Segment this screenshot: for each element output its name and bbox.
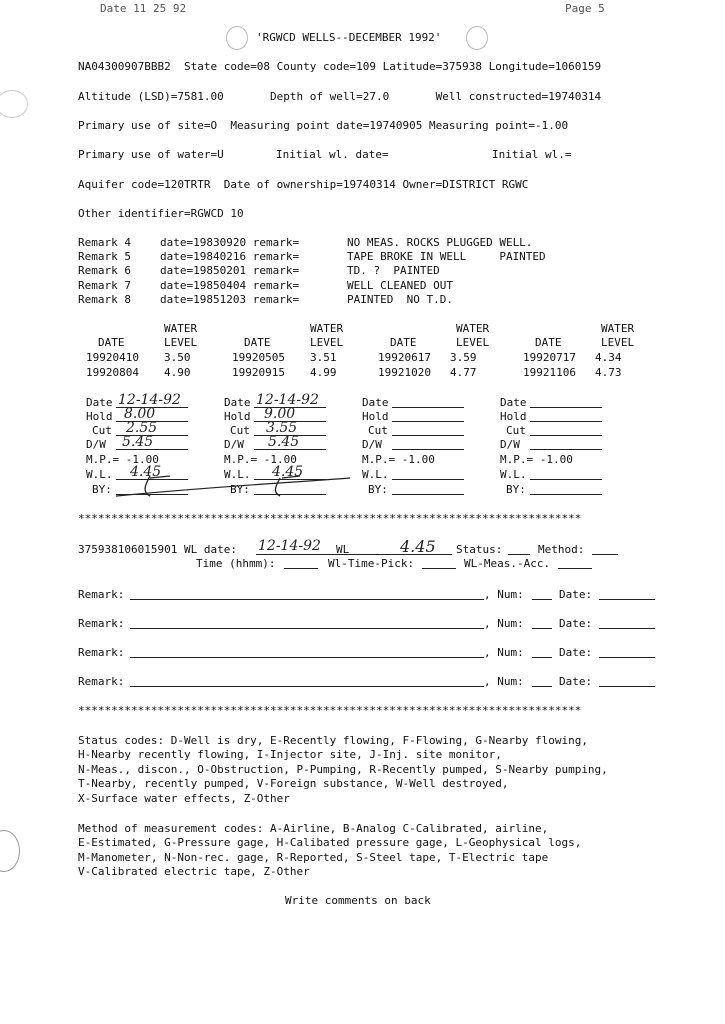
time-line[interactable] (284, 568, 318, 569)
date-header: DATE (535, 336, 562, 349)
entry-date-label: Date (224, 396, 251, 409)
level-date: 19920915 (232, 366, 285, 379)
pick-label: Wl-Time-Pick: (328, 557, 415, 570)
entry-dw-handwritten[interactable]: 5.45 (122, 434, 154, 450)
header-line-1: NA04300907BBB2 State code=08 County code=109 Latitude=375938 Longitude=1060159 (78, 60, 602, 73)
stars-separator: **************************************************************************** (78, 512, 582, 525)
entry-wl-label: W.L. (500, 468, 527, 481)
level-date: 19920505 (232, 351, 285, 364)
cut-off-page: Page 5 (565, 2, 605, 15)
stars-separator: **************************************************************************** (78, 704, 582, 717)
entry-wl-handwritten[interactable]: 4.45 (272, 464, 304, 480)
remark-num-line[interactable] (532, 657, 552, 658)
entry-hold-label: Hold (224, 410, 251, 423)
remark-date: date=19851203 remark= (160, 293, 300, 306)
entry-by-label: BY: (506, 483, 526, 496)
level-date: 19920804 (86, 366, 139, 379)
remark-form-label: Remark: (78, 617, 125, 630)
header-line-5: Aquifer code=120TRTR Date of ownership=19740314 Owner=DISTRICT RGWC (78, 178, 529, 191)
remark-form-label: Remark: (78, 646, 125, 659)
level-header: LEVEL (456, 336, 490, 349)
remark-num-line[interactable] (532, 599, 552, 600)
entry-wl-label: W.L. (224, 468, 251, 481)
entry-cut-handwritten[interactable]: 2.55 (126, 420, 158, 436)
entry-hold-handwritten[interactable]: 8.00 (124, 406, 156, 422)
level-date: 19920717 (523, 351, 576, 364)
entry-hold-label: Hold (86, 410, 113, 423)
date-header: DATE (244, 336, 271, 349)
method-codes-line: Method of measurement codes: A-Airline, B-Analog C-Calibrated, airline, (78, 822, 549, 835)
entry-hold-label: Hold (500, 410, 527, 423)
remark-num-label: , Num: (484, 646, 524, 659)
header-line-3: Primary use of site=O Measuring point date=19740905 Measuring point=-1.00 (78, 119, 569, 132)
method-codes-line: M-Manometer, N-Non-rec. gage, R-Reported, S-Steel tape, T-Electric tape (78, 851, 549, 864)
pick-line[interactable] (422, 568, 456, 569)
water-header: WATER (164, 322, 198, 335)
remark-date: date=19850404 remark= (160, 279, 300, 292)
level-value: 3.51 (310, 351, 337, 364)
remark-date-line[interactable] (599, 628, 655, 629)
remark-text: TD. ? PAINTED (347, 264, 440, 277)
level-header: LEVEL (310, 336, 344, 349)
level-header: LEVEL (601, 336, 635, 349)
remark-form-line[interactable] (130, 628, 484, 629)
entry-by-label: BY: (230, 483, 250, 496)
entry-mp-label: M.P.= -1.00 (224, 453, 297, 466)
acc-label: WL-Meas.-Acc. (464, 557, 551, 570)
header-line-2: Altitude (LSD)=7581.00 Depth of well=27.0 Well constructed=19740314 (78, 90, 602, 103)
entry-wl-label: W.L. (86, 468, 113, 481)
entry-mp-label: M.P.= -1.00 (500, 453, 573, 466)
remark-form-line[interactable] (130, 657, 484, 658)
cut-off-date: Date 11 25 92 (100, 2, 187, 15)
status-codes-line: Status codes: D-Well is dry, E-Recently flowing, F-Flowing, G-Nearby flowing, (78, 734, 588, 747)
entry-mp-label: M.P.= -1.00 (362, 453, 435, 466)
status-codes-line: H-Nearby recently flowing, I-Injector site, J-Inj. site monitor, (78, 748, 502, 761)
status-codes-line: N-Meas., discon., O-Obstruction, P-Pumping, R-Recently pumped, S-Nearby pumping, (78, 763, 608, 776)
remark-date-line[interactable] (599, 657, 655, 658)
entry-dw-label: D/W (224, 438, 244, 451)
remark-num-line[interactable] (532, 628, 552, 629)
method-codes-line: E-Estimated, G-Pressure gage, H-Calibated pressure gage, L-Geophysical logs, (78, 836, 582, 849)
entry-date-label: Date (362, 396, 389, 409)
entry-mp-label: M.P.= -1.00 (86, 453, 159, 466)
water-header: WATER (310, 322, 344, 335)
remark-num-label: , Num: (484, 675, 524, 688)
remark-date: date=19830920 remark= (160, 236, 300, 249)
remark-date-line[interactable] (599, 686, 655, 687)
method-label: Method: (538, 543, 585, 556)
entry-cut-label: Cut (506, 424, 526, 437)
remark-label: Remark 6 (78, 264, 131, 277)
remark-date-label: Date: (559, 646, 593, 659)
remark-form-label: Remark: (78, 675, 125, 688)
remark-form-line[interactable] (130, 599, 484, 600)
acc-line[interactable] (558, 568, 592, 569)
entry-dw-label: D/W (500, 438, 520, 451)
method-codes-line: V-Calibrated electric tape, Z-Other (78, 865, 310, 878)
date-header: DATE (390, 336, 417, 349)
remark-date: date=19840216 remark= (160, 250, 300, 263)
level-value: 4.99 (310, 366, 337, 379)
level-value: 3.50 (164, 351, 191, 364)
footer-note: Write comments on back (285, 894, 431, 907)
entry-wl-handwritten[interactable]: 4.45 (130, 464, 162, 480)
remark-text: NO MEAS. ROCKS PLUGGED WELL. (347, 236, 533, 249)
entry-dw-handwritten[interactable]: 5.45 (268, 434, 300, 450)
remark-num-label: , Num: (484, 617, 524, 630)
level-value: 4.77 (450, 366, 477, 379)
level-value: 4.90 (164, 366, 191, 379)
entry-date-label: Date (500, 396, 527, 409)
level-value: 3.59 (450, 351, 477, 364)
remark-date-line[interactable] (599, 599, 655, 600)
water-header: WATER (456, 322, 490, 335)
remark-label: Remark 5 (78, 250, 131, 263)
remark-text: PAINTED NO T.D. (347, 293, 453, 306)
strike-line (116, 478, 350, 496)
entry-cut-label: Cut (368, 424, 388, 437)
entry-dw-label: D/W (86, 438, 106, 451)
remark-date-label: Date: (559, 588, 593, 601)
level-date: 19921106 (523, 366, 576, 379)
entry-date-handwritten[interactable]: 12-14-92 (256, 392, 319, 408)
page-title: 'RGWCD WELLS--DECEMBER 1992' (256, 31, 442, 44)
status-label: Status: (456, 543, 503, 556)
status-codes-line: T-Nearby, recently pumped, V-Foreign substance, W-Well destroyed, (78, 777, 509, 790)
remark-form-label: Remark: (78, 588, 125, 601)
entry-cut-handwritten[interactable]: 3.55 (266, 420, 298, 436)
wl-site-id: 375938106015901 WL date: (78, 543, 237, 556)
wl-date-handwritten[interactable]: 12-14-92 (258, 538, 321, 554)
remark-label: Remark 7 (78, 279, 131, 292)
level-date: 19920617 (378, 351, 431, 364)
remark-date: date=19850201 remark= (160, 264, 300, 277)
level-value: 4.73 (595, 366, 622, 379)
entry-date-handwritten[interactable]: 12-14-92 (118, 392, 181, 408)
entry-by-label: BY: (368, 483, 388, 496)
remark-label: Remark 4 (78, 236, 131, 249)
entry-cut-label: Cut (92, 424, 112, 437)
header-line-4b: Initial wl. date= (276, 148, 389, 161)
method-line[interactable] (592, 554, 618, 555)
level-date: 19921020 (378, 366, 431, 379)
remark-text: TAPE BROKE IN WELL PAINTED (347, 250, 546, 263)
entry-wl-label: W.L. (362, 468, 389, 481)
entry-date-label: Date (86, 396, 113, 409)
remark-date-label: Date: (559, 675, 593, 688)
entry-dw-label: D/W (362, 438, 382, 451)
remark-text: WELL CLEANED OUT (347, 279, 453, 292)
status-line[interactable] (508, 554, 530, 555)
level-header: LEVEL (164, 336, 198, 349)
status-codes-line: X-Surface water effects, Z-Other (78, 792, 290, 805)
entry-cut-label: Cut (230, 424, 250, 437)
wl-value-handwritten[interactable]: 4.45 (400, 537, 436, 556)
level-value: 4.34 (595, 351, 622, 364)
wl-label: WL (336, 543, 350, 556)
entry-hold-label: Hold (362, 410, 389, 423)
water-header: WATER (601, 322, 635, 335)
remark-date-label: Date: (559, 617, 593, 630)
entry-by-label: BY: (92, 483, 112, 496)
remark-num-label: , Num: (484, 588, 524, 601)
time-label: Time (hhmm): (196, 557, 276, 570)
remark-form-line[interactable] (130, 686, 484, 687)
date-header: DATE (98, 336, 125, 349)
header-line-4a: Primary use of water=U (78, 148, 224, 161)
remark-num-line[interactable] (532, 686, 552, 687)
remark-label: Remark 8 (78, 293, 131, 306)
level-date: 19920410 (86, 351, 139, 364)
initials-mark (275, 476, 300, 496)
header-line-4c: Initial wl.= (492, 148, 572, 161)
entry-hold-handwritten[interactable]: 9.00 (264, 406, 296, 422)
header-line-6: Other identifier=RGWCD 10 (78, 207, 244, 220)
